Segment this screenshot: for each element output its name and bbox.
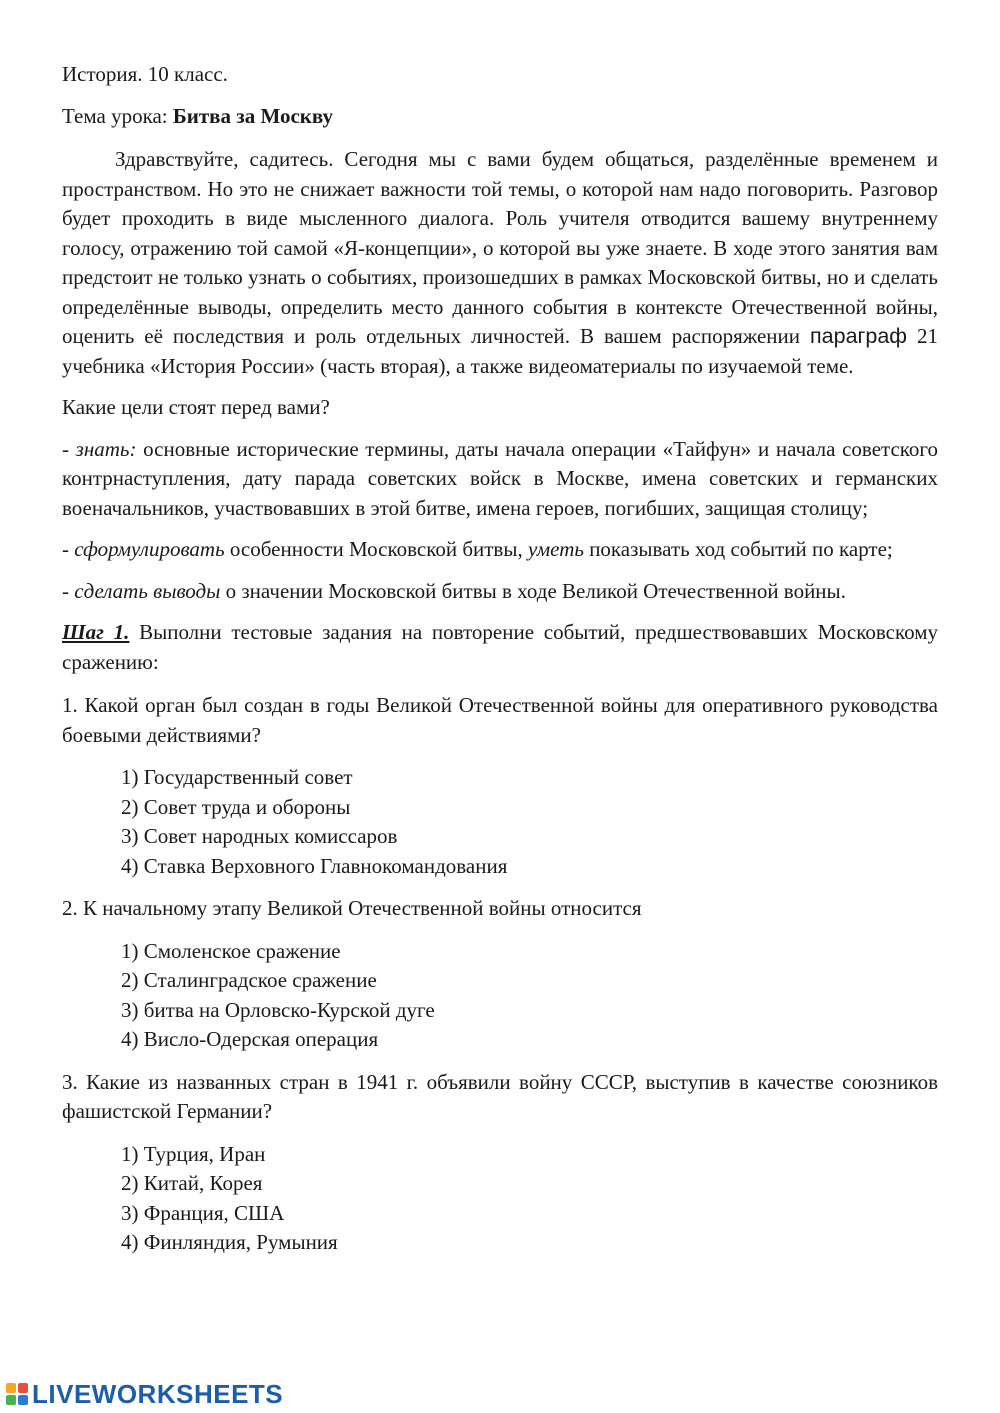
goal-know: - знать: основные исторические термины, даты начала операции «Тайфун» и начала советского контрнаступления, дату парада советских войск в Москве, имена советских и германских военачальников, участвовавших в этой битве, имена героев, погибших, защищая столицу;	[62, 436, 939, 520]
worksheet-page	[62, 60, 938, 1271]
subject-line: История. 10 класс.	[62, 62, 228, 86]
question-2-option-3[interactable]: 3) битва на Орловско-Курской дуге	[121, 997, 435, 1022]
goal-formulate: - сформулировать особенности Московской битвы, уметь показывать ход событий по карте;	[62, 537, 893, 561]
step-1-instruction: Шаг 1. Выполни тестовые задания на повторение событий, предшествовавших Московскому сражению:	[62, 620, 938, 674]
question-1-option-1[interactable]: 1) Государственный совет	[121, 765, 353, 789]
logo-text: LIVEWORKSHEETS	[32, 1379, 284, 1410]
question-3-option-2[interactable]: 2) Китай, Корея	[121, 1171, 263, 1195]
topic-label: Тема урока:	[62, 103, 173, 128]
question-3-options	[62, 1140, 938, 1258]
step-1-label: Шаг 1.	[62, 620, 130, 644]
lesson-topic	[62, 102, 938, 132]
intro-paragraph: Здравствуйте, садитесь. Сегодня мы с вами будем общаться, разделённые временем и пространством. Но это не снижает важности той темы, о которой нам надо поговорить. Разговор будет проходить в виде мысленного диалога. Роль учителя отводится вашему внутреннему голосу, отражению той самой «Я-концепции», о которой вы уже знаете. В ходе этого занятия вам предстоит не только узнать о событиях, произошедших в рамках Московской битвы, но и сделать определённые выводы, определить место данного события в контексте Отечественной войны, оценить её последствия и роль отдельных личностей. В вашем распоряжении параграф 21 учебника «История России» (часть вторая), а также видеоматериалы по изучаемой теме.	[62, 147, 938, 378]
goals-question: Какие цели стоят перед вами?	[62, 395, 330, 419]
question-2-options	[62, 937, 938, 1055]
question-3-option-4[interactable]: 4) Финляндия, Румыния	[121, 1230, 338, 1254]
question-2-option-1[interactable]: 1) Смоленское сражение	[121, 938, 341, 963]
topic-title: Битва за Москву	[172, 103, 334, 128]
question-2-option-4[interactable]: 4) Висло-Одерская операция	[121, 1027, 379, 1051]
question-1-option-4[interactable]: 4) Ставка Верховного Главнокомандования	[121, 853, 508, 878]
question-2-option-2[interactable]: 2) Сталинградское сражение	[121, 968, 377, 992]
question-1-options	[62, 763, 938, 881]
question-3-option-1[interactable]: 1) Турция, Иран	[121, 1141, 266, 1166]
question-3: 3. Какие из названных стран в 1941 г. объявили войну СССР, выступив в качестве союзников фашистской Германии?	[62, 1069, 938, 1123]
goal-conclusions: - сделать выводы о значении Московской битвы в ходе Великой Отечественной войны.	[62, 578, 846, 603]
question-1-option-2[interactable]: 2) Совет труда и обороны	[121, 794, 351, 819]
question-1: 1. Какой орган был создан в годы Великой Отечественной войны для оперативного руководства боевыми действиями?	[62, 693, 938, 747]
liveworksheets-logo-icon	[6, 1383, 30, 1407]
question-2: 2. К начальному этапу Великой Отечественной войны относится	[62, 896, 642, 920]
question-1-option-3[interactable]: 3) Совет народных комиссаров	[121, 824, 398, 848]
question-3-option-3[interactable]: 3) Франция, США	[121, 1200, 285, 1225]
liveworksheets-logo[interactable]	[6, 1380, 283, 1410]
